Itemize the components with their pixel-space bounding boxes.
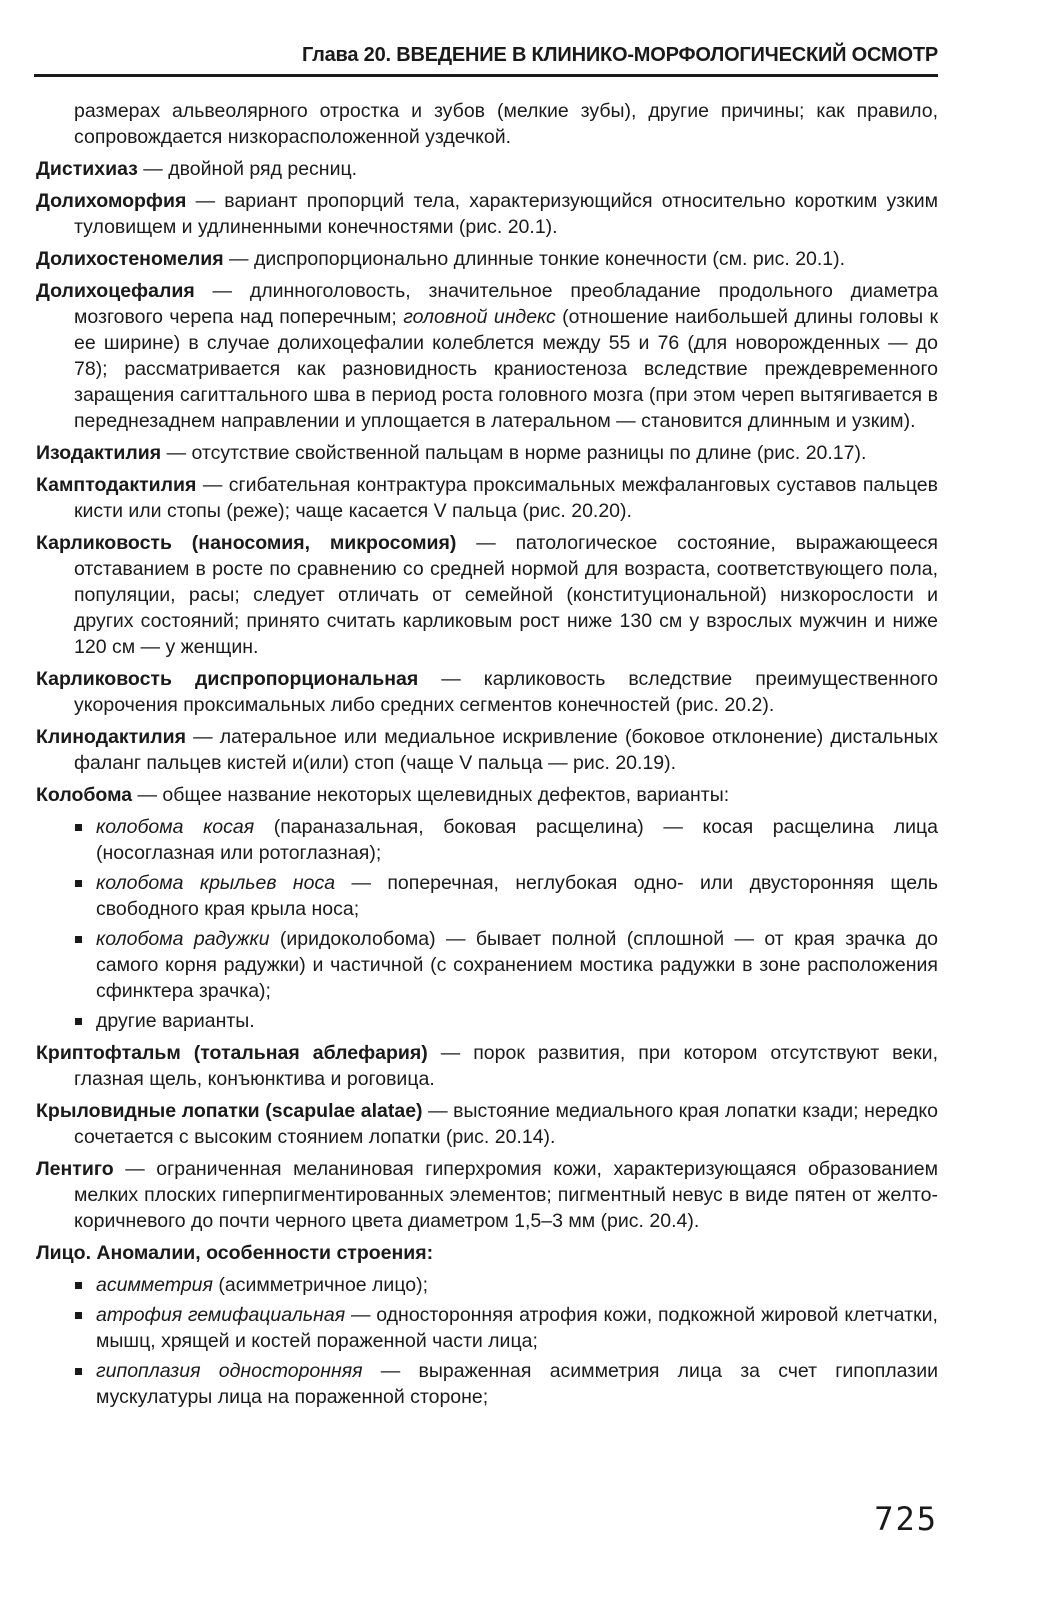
page-content xyxy=(36,98,938,1416)
entry-cryptophthalmos xyxy=(36,1040,938,1092)
list-item-term: атрофия гемифациальная xyxy=(96,1304,346,1326)
list-item-term: колобома крыльев носа xyxy=(96,872,336,894)
entry-text: — латеральное или медиальное искривление (боковое отклонение) дистальных фаланг пальцев кистей и(или) стоп (чаще V пальца — рис. 20.19). xyxy=(74,726,938,774)
entry-clinodactyly xyxy=(36,724,938,776)
entry-term: Долихостеномелия xyxy=(36,248,224,270)
entry-term: Лентиго xyxy=(36,1158,114,1180)
list-item-text: (иридоколобома) — бывает полной (сплошной — от края зрачка до самого корня радужки) и частичной (с сохранением мостика радужки в зоне расположения сфинктера зрачка); xyxy=(96,928,938,1002)
entry-term: Криптофтальм (тотальная аблефария) xyxy=(36,1042,428,1064)
page-number: 725 xyxy=(874,1500,938,1538)
continued-paragraph: размерах альвеолярного отростка и зубов (мелкие зубы), другие причины; как правило, сопровождается низкорасположенной уздечкой. xyxy=(74,100,938,148)
entry-text: — вариант пропорций тела, характеризующийся относительно коротким узким туловищем и удлиненными конечностями (рис. 20.1). xyxy=(74,190,938,238)
chapter-header: Глава 20. ВВЕДЕНИЕ В КЛИНИКО-МОРФОЛОГИЧЕСКИЙ ОСМОТР xyxy=(301,44,938,66)
entry-dwarfism-disproportional xyxy=(36,666,938,718)
list-item-term: колобома радужки xyxy=(96,928,270,950)
entry-text: — патологическое состояние, выражающееся отставанием в росте по сравнению со средней нормой для возраста, соответствующего пола, популяции, расы; следует отличать от семейной (конституциональной) низкорослости и других состояний; принято считать карликовым рост ниже 130 см у взрослых мужчин и ниже 120 см — у женщин. xyxy=(74,532,938,658)
entry-term: Крыловидные лопатки (scapulae alatae) xyxy=(36,1100,423,1122)
list-item-text: (параназальная, боковая расщелина) — косая расщелина лица (носоглазная или ротоглазная); xyxy=(96,816,938,864)
coloboma-variants-list xyxy=(36,814,938,1034)
list-item-text: — односторонняя атрофия кожи, подкожной жировой клетчатки, мышц, хрящей и костей пораженной части лица; xyxy=(96,1304,938,1352)
entry-term: Камптодактилия xyxy=(36,474,197,496)
entry-dolichomorphia xyxy=(36,188,938,240)
entry-text: — порок развития, при котором отсутствуют веки, глазная щель, конъюнктива и роговица. xyxy=(74,1042,938,1090)
entry-term: Карликовость диспропорциональная xyxy=(36,668,419,690)
entry-term: Долихоцефалия xyxy=(36,280,195,302)
list-item-term: асимметрия xyxy=(96,1274,213,1296)
list-item xyxy=(96,870,938,922)
list-item-text: другие варианты. xyxy=(96,1010,255,1032)
entry-text: — общее название некоторых щелевидных дефектов, варианты: xyxy=(132,784,730,806)
list-item-term: гипоплазия односторонняя xyxy=(96,1360,363,1382)
entry-dolichostenomelia xyxy=(36,246,938,272)
list-item-text: — выраженная асимметрия лица за счет гипоплазии мускулатуры лица на пораженной стороне; xyxy=(96,1360,938,1408)
entry-scapulae-alatae xyxy=(36,1098,938,1150)
entry-camptodactyly xyxy=(36,472,938,524)
list-item xyxy=(96,1008,938,1034)
entry-italic-term: головной индекс xyxy=(403,306,556,328)
list-item xyxy=(96,926,938,1004)
entry-isodactyly xyxy=(36,440,938,466)
entry-coloboma xyxy=(36,782,938,808)
entry-term: Изодактилия xyxy=(36,442,162,464)
list-item xyxy=(96,1358,938,1410)
entry-face-anomalies xyxy=(36,1240,938,1266)
entry-dwarfism xyxy=(36,530,938,660)
entry-text: — ограниченная меланиновая гиперхромия кожи, характеризующаяся образованием мелких плоских гиперпигментированных элементов; пигментный невус в виде пятен от желто-коричневого до почти черного цвета диаметром 1,5–3 мм (рис. 20.4). xyxy=(74,1158,938,1232)
list-item-term: колобома косая xyxy=(96,816,255,838)
entry-term: Дистихиаз xyxy=(36,158,138,180)
entry-term: Долихоморфия xyxy=(36,190,187,212)
list-item-text: — поперечная, неглубокая одно- или двусторонняя щель свободного края крыла носа; xyxy=(96,872,938,920)
face-anomalies-list xyxy=(36,1272,938,1410)
list-item xyxy=(96,814,938,866)
entry-text: — карликовость вследствие преимущественного укорочения проксимальных либо средних сегментов конечностей (рис. 20.2). xyxy=(74,668,939,716)
entry-lentigo xyxy=(36,1156,938,1234)
entry-text: — сгибательная контрактура проксимальных межфаланговых суставов пальцев кисти или стопы (реже); чаще касается V пальца (рис. 20.20). xyxy=(74,474,938,522)
entry-dolichocephaly xyxy=(36,278,938,434)
entry-distichiasis xyxy=(36,156,938,182)
entry-term: Клинодактилия xyxy=(36,726,186,748)
entry-text: — диспропорционально длинные тонкие конечности (см. рис. 20.1). xyxy=(223,248,846,270)
list-item xyxy=(96,1272,938,1298)
entry-term: Лицо. Аномалии, особенности строения: xyxy=(36,1242,434,1264)
entry-text: (отношение наибольшей длины головы к ее ширине) в случае долихоцефалии колеблется между 55 и 76 (для новорожденных — до 78); рассматривается как разновидность краниостеноза вследствие преждевременного заращения сагиттального шва в период роста головного мозга (при этом череп вытягивается в переднезаднем направлении и уплощается в латеральном — становится длинным и узким). xyxy=(74,306,938,432)
list-item xyxy=(96,1302,938,1354)
entry-term: Колобома xyxy=(36,784,133,806)
entry-text: — выстояние медиального края лопатки кзади; нередко сочетается с высоким стоянием лопатки (рис. 20.14). xyxy=(74,1100,938,1148)
header-rule xyxy=(34,74,938,77)
entry-term: Карликовость (наносомия, микросомия) xyxy=(36,532,457,554)
entry-text: — отсутствие свойственной пальцам в норме разницы по длине (рис. 20.17). xyxy=(161,442,867,464)
list-item-text: (асимметричное лицо); xyxy=(212,1274,429,1296)
entry-text: — двойной ряд ресниц. xyxy=(137,158,358,180)
entry-text: — длинноголовость, значительное преобладание продольного диаметра мозгового черепа над поперечным; xyxy=(74,280,938,328)
